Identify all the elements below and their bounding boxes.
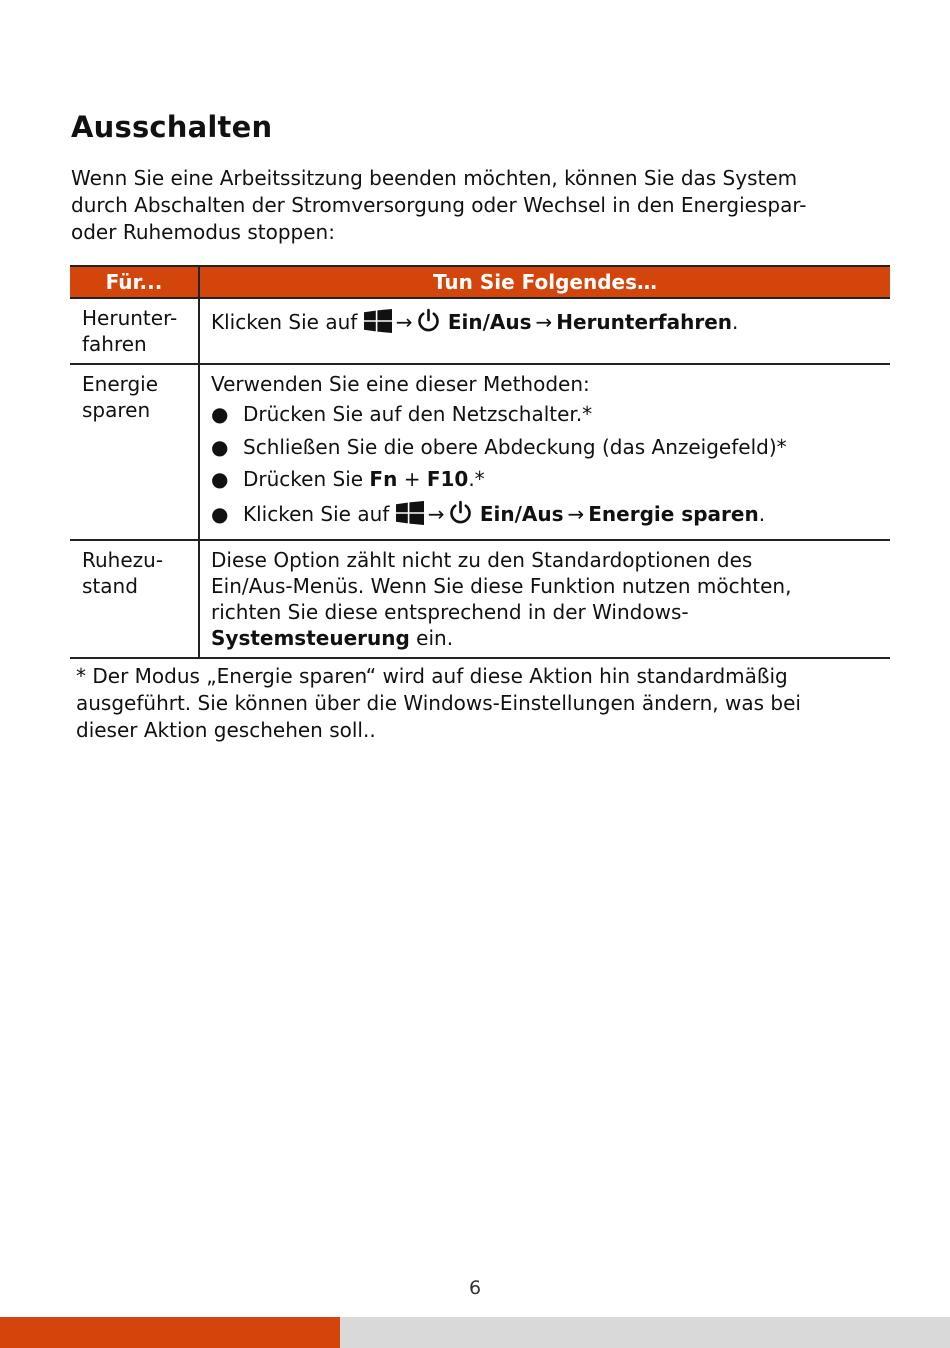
key-fn: Fn <box>369 467 398 491</box>
header-action: Tun Sie Folgendes… <box>199 266 890 298</box>
instruction-prefix: Klicken Sie auf <box>211 310 358 334</box>
footnote-line: ausgeführt. Sie können über die Windows-Einstellungen ändern, was bei <box>76 691 801 715</box>
row-key <box>70 298 199 364</box>
arrow-glyph: → <box>567 501 585 526</box>
footer-bar-accent <box>0 1317 340 1348</box>
row-key-line: Herunter- <box>82 306 178 330</box>
hibernate-line: Diese Option zählt nicht zu den Standardoptionen des <box>211 547 753 572</box>
bullet-glyph: ● <box>211 467 229 491</box>
intro-line: durch Abschalten der Stromversorgung oder Wechsel in den Energiespar- <box>71 193 807 217</box>
windows-logo-icon <box>396 501 424 533</box>
table-row-shutdown <box>70 298 890 364</box>
page-title: Ausschalten <box>71 110 273 144</box>
page-number: 6 <box>468 1277 482 1299</box>
hibernate-line: richten Sie diese entsprechend in der Windows- <box>211 599 689 624</box>
row-action <box>199 298 890 364</box>
method-text: Drücken Sie auf den Netzschalter.* <box>243 402 593 426</box>
plus-glyph: + <box>403 467 421 491</box>
list-item <box>211 434 884 460</box>
row-key-line: Ruhezu- <box>82 547 164 572</box>
row-key-line: sparen <box>82 398 151 422</box>
header-for: Für... <box>70 266 199 298</box>
table-header-row <box>70 266 890 298</box>
method-text: Schließen Sie die obere Abdeckung (das Anzeigefeld)* <box>243 434 787 459</box>
methods-list <box>211 401 884 533</box>
power-icon <box>416 308 441 339</box>
systemsteuerung-term: Systemsteuerung <box>211 625 410 650</box>
footnote-line: * Der Modus „Energie sparen“ wird auf diese Aktion hin standardmäßig <box>76 664 788 688</box>
row-key <box>70 364 199 540</box>
table-row-hibernate <box>70 540 890 658</box>
target-herunterfahren: Herunterfahren <box>556 310 732 334</box>
menu-ein-aus: Ein/Aus <box>479 501 564 526</box>
list-item <box>211 499 884 533</box>
row-action <box>199 540 890 658</box>
target-energie-sparen: Energie sparen <box>588 501 759 526</box>
method-suffix: . <box>758 501 766 526</box>
footer-bar-gray <box>340 1317 950 1348</box>
row-key-line: fahren <box>82 332 147 356</box>
row-action <box>199 364 890 540</box>
methods-lead: Verwenden Sie eine dieser Methoden: <box>211 372 590 396</box>
intro-line: oder Ruhemodus stoppen: <box>71 220 335 244</box>
bullet-glyph: ● <box>211 402 229 426</box>
row-key-line: Energie <box>82 372 159 396</box>
footnote-line: dieser Aktion geschehen soll.. <box>76 718 376 742</box>
method-suffix: .* <box>468 467 485 491</box>
hibernate-line <box>211 625 884 651</box>
intro-line: Wenn Sie eine Arbeitssitzung beenden möchten, können Sie das System <box>71 166 798 190</box>
key-f10: F10 <box>426 467 469 491</box>
method-prefix: Klicken Sie auf <box>243 501 390 526</box>
intro-paragraph <box>71 165 871 246</box>
shutdown-options-table <box>70 265 890 659</box>
arrow-glyph: → <box>535 310 553 334</box>
list-item <box>211 466 884 492</box>
method-prefix: Drücken Sie <box>243 467 364 491</box>
table-row-energy-save <box>70 364 890 540</box>
bullet-glyph: ● <box>211 501 229 526</box>
footnote <box>76 663 876 744</box>
hibernate-suffix: ein. <box>409 625 454 650</box>
row-key <box>70 540 199 658</box>
menu-ein-aus: Ein/Aus <box>447 310 532 334</box>
shutdown-instruction <box>211 308 884 339</box>
instruction-suffix: . <box>732 310 739 334</box>
windows-logo-icon <box>364 309 392 339</box>
list-item <box>211 401 884 427</box>
arrow-glyph: → <box>427 501 445 526</box>
row-key-line: stand <box>82 573 138 598</box>
bullet-glyph: ● <box>211 434 229 459</box>
arrow-glyph: → <box>395 310 413 334</box>
power-icon <box>448 500 473 533</box>
hibernate-line: Ein/Aus-Menüs. Wenn Sie diese Funktion nutzen möchten, <box>211 573 792 598</box>
